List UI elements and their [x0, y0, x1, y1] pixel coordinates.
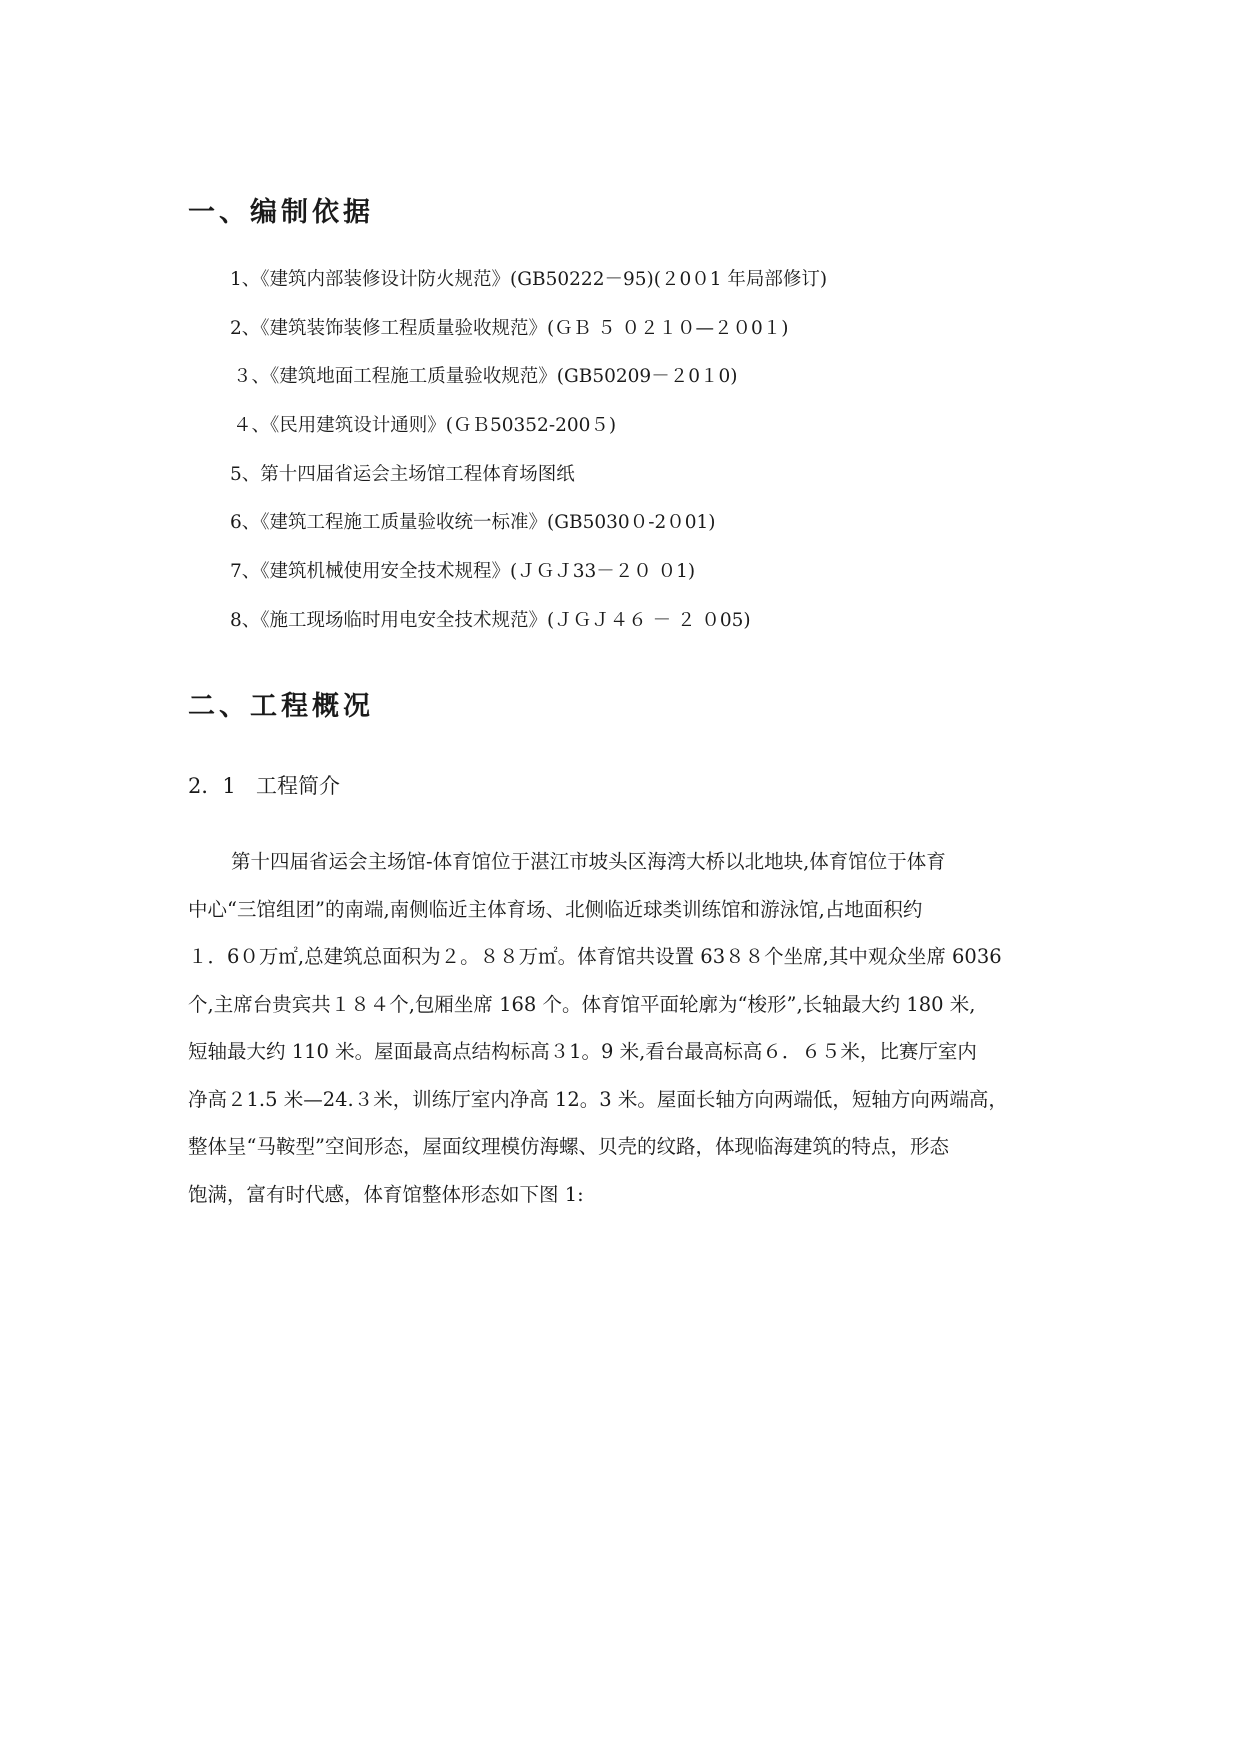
reference-item-5: 5、第十四届省运会主场馆工程体育场图纸	[230, 464, 575, 485]
section-heading-overview: 二、工程概况	[188, 691, 374, 722]
reference-item-7: 7、《建筑机械使用安全技术规程》(ＪＧＪ33－２０ ０1)	[230, 561, 696, 582]
reference-item-8: 8、《施工现场临时用电安全技术规范》(ＪＧＪ４６ － ２ ０05)	[230, 610, 751, 631]
paragraph-line: 短轴最大约 110 米。屋面最高点结构标高３1。9 米,看台最高标高６．６５米，比赛厅室内	[188, 1040, 977, 1063]
reference-item-2: 2、《建筑装饰装修工程质量验收规范》(ＧＢ ５ ０２１０—２０0１)	[230, 318, 789, 339]
subsection-number: 2．1	[188, 774, 236, 798]
paragraph-line: 净高２1.5 米—24.３米，训练厅室内净高 12。3 米。屋面长轴方向两端低，短轴方向两端高，	[188, 1087, 1008, 1111]
reference-item-1: 1、《建筑内部装修设计防火规范》(GB50222－95)(２0０1 年局部修订)	[230, 269, 828, 290]
reference-item-4: ４、《民用建筑设计通则》(ＧＢ50352-200５)	[233, 415, 617, 436]
subsection-heading	[188, 770, 340, 800]
paragraph-line: 饱满，富有时代感，体育馆整体形态如下图 1:	[188, 1182, 584, 1206]
paragraph-line: 中心“三馆组团”的南端,南侧临近主体育场、北侧临近球类训练馆和游泳馆,占地面积约	[188, 897, 923, 921]
paragraph-line: １．6０万㎡,总建筑总面积为２。８８万㎡。体育馆共设置 63８８个坐席,其中观众坐席 6036	[188, 945, 1002, 968]
paragraph-line: 整体呈“马鞍型”空间形态，屋面纹理模仿海螺、贝壳的纹路，体现临海建筑的特点，形态	[188, 1135, 949, 1158]
paragraph-line: 第十四届省运会主场馆-体育馆位于湛江市坡头区海湾大桥以北地块,体育馆位于体育	[231, 850, 946, 873]
project-intro-paragraph	[188, 838, 1050, 1218]
reference-item-3: ３、《建筑地面工程施工质量验收规范》(GB50209－２0１0)	[233, 366, 738, 387]
section-heading-basis: 一、编制依据	[188, 197, 374, 228]
subsection-title: 工程简介	[256, 774, 340, 798]
reference-item-6: 6、《建筑工程施工质量验收统一标准》(GB5030０-2０01)	[230, 512, 716, 533]
paragraph-line: 个,主席台贵宾共１８４个,包厢坐席 168 个。体育馆平面轮廓为“梭形”,长轴最大约 180 米,	[188, 992, 976, 1016]
